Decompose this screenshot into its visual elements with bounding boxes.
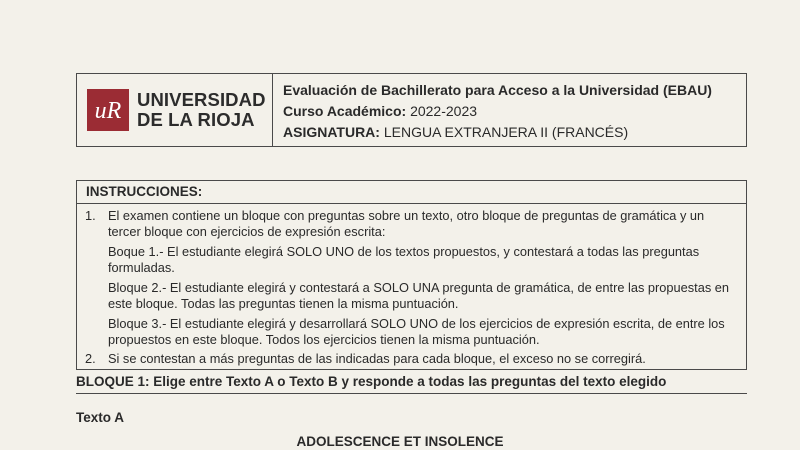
instruction-text: El examen contiene un bloque con preguntas sobre un texto, otro bloque de preguntas de gramática y un tercer bloque con ejercicios de expresión escrita: (108, 208, 705, 239)
instruction-bloque-3: Bloque 3.- El estudiante elegirá y desarrollará SOLO UNO de los ejercicios de expresión escrita, de entre los propuestos en este bloque. Todos los ejercicios tienen la misma puntuación. (108, 316, 725, 347)
exam-info (273, 74, 712, 146)
course-label: Curso Académico: (283, 103, 407, 119)
ur-monogram-icon (87, 89, 129, 131)
subject-label: ASIGNATURA: (283, 124, 380, 140)
university-name (137, 90, 266, 130)
subject-value: LENGUA EXTRANJERA II (FRANCÉS) (383, 124, 629, 140)
svg-text:uR: uR (94, 98, 122, 124)
instruction-bloque-2: Bloque 2.- El estudiante elegirá y contestará a SOLO UNA pregunta de gramática, de entre las propuestas en este bloque. Todas las preguntas tienen la misma puntuación. (108, 280, 730, 311)
instruction-number: 2. (85, 351, 96, 366)
instructions-heading: INSTRUCCIONES: (77, 181, 746, 204)
exam-title: Evaluación de Bachillerato para Acceso a la Universidad (EBAU) (283, 82, 712, 98)
instruction-text: Si se contestan a más preguntas de las indicadas para cada bloque, el exceso no se corregirá. (108, 351, 646, 366)
course-line (283, 101, 712, 122)
texto-a-label: Texto A (76, 410, 125, 425)
university-name-line1: UNIVERSIDAD (137, 89, 266, 110)
instruction-item-1 (85, 208, 738, 240)
university-logo-mark (87, 89, 129, 131)
university-name-line2: DE LA RIOJA (137, 109, 255, 130)
text-title: ADOLESCENCE ET INSOLENCE (296, 434, 504, 449)
instruction-bloque-1: Boque 1.- El estudiante elegirá SOLO UNO de los textos propuestos, y contestará a todas las preguntas formuladas. (108, 244, 700, 275)
university-logo (77, 74, 273, 146)
instruction-number: 1. (85, 208, 96, 223)
subject-line (283, 122, 712, 143)
instructions-body (77, 204, 746, 367)
instruction-item-2 (85, 351, 738, 367)
bloque-1-heading: BLOQUE 1: Elige entre Texto A o Texto B y responde a todas las preguntas del texto elegido (76, 374, 747, 394)
exam-header (76, 73, 747, 147)
course-value: 2022-2023 (410, 103, 478, 119)
instructions-box (76, 180, 747, 370)
